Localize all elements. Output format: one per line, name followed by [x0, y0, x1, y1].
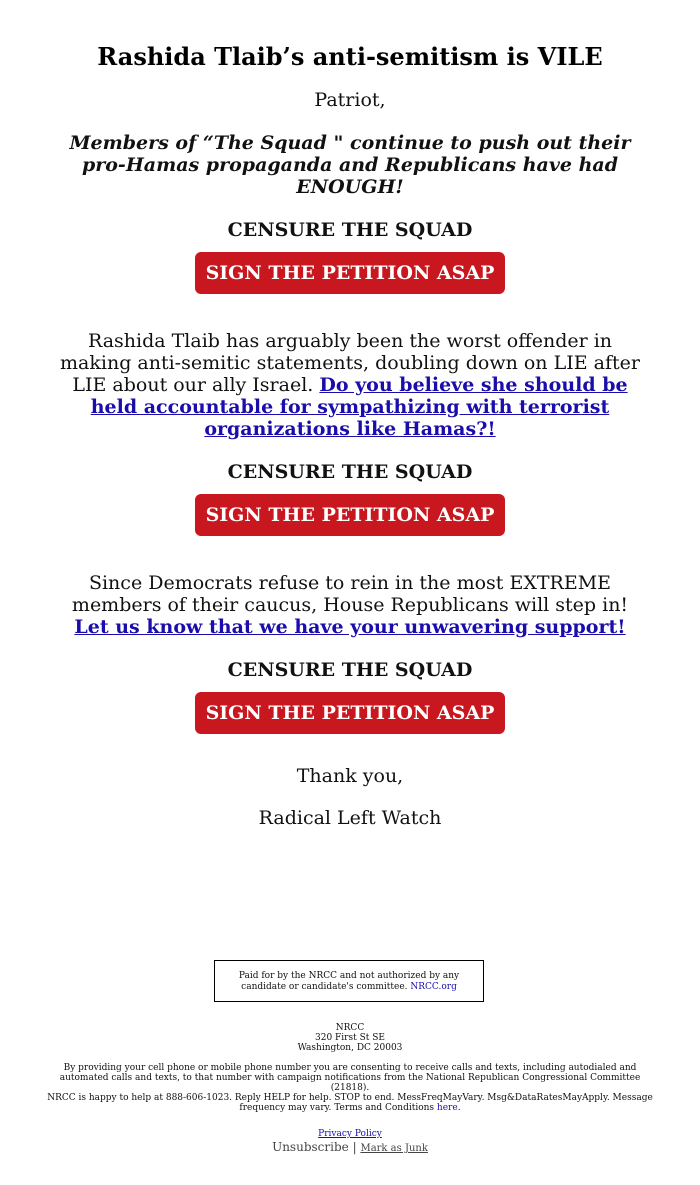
mailing-address: [0, 1023, 700, 1053]
footer-links: [0, 1128, 700, 1156]
greeting: Patriot,: [314, 89, 386, 111]
censure-heading: CENSURE THE SQUAD: [227, 659, 473, 681]
accountable-link[interactable]: Do you believe she should be held accountable for sympathizing with terrorist organizations like Hamas?!: [90, 374, 628, 440]
sign-petition-button[interactable]: SIGN THE PETITION ASAP: [195, 692, 506, 734]
paid-for-disclaimer: [214, 960, 484, 1002]
unsubscribe-link[interactable]: Unsubscribe: [272, 1140, 349, 1154]
censure-heading: CENSURE THE SQUAD: [227, 219, 473, 241]
email-body: [50, 42, 650, 830]
sign-petition-button[interactable]: SIGN THE PETITION ASAP: [195, 494, 506, 536]
terms-link[interactable]: here: [436, 1103, 458, 1113]
cta-wrap: [50, 494, 650, 536]
separator: |: [352, 1140, 357, 1154]
mark-as-junk-link[interactable]: Mark as Junk: [360, 1143, 428, 1154]
disclaimer-text: Paid for by the NRCC and not authorized by any candidate or candidate's committee.: [238, 971, 460, 992]
paragraph-1: [50, 330, 650, 440]
address-line: 320 First St SE: [315, 1033, 385, 1043]
paragraph-2-text: Since Democrats refuse to rein in the most EXTREME members of their caucus, House Republicans will step in!: [71, 572, 629, 616]
thanks-text: Thank you,: [296, 765, 404, 787]
sign-petition-button[interactable]: SIGN THE PETITION ASAP: [195, 252, 506, 294]
signoff-text: Radical Left Watch: [258, 807, 442, 829]
address-line: Washington, DC 20003: [297, 1043, 403, 1053]
help-text-end: .: [457, 1103, 461, 1113]
sms-help-text: [40, 1093, 660, 1113]
paragraph-1-text: Rashida Tlaib has arguably been the worst offender in making anti-semitic statements, doubling down on LIE after LIE about our ally Israel.: [60, 330, 640, 396]
help-text: NRCC is happy to help at 888-606-1023. Reply HELP for help. STOP to end. MessFreqMayVary. Msg&DataRatesMayApply. Message frequency may vary. Terms and Conditions: [47, 1093, 653, 1113]
privacy-policy-link[interactable]: Privacy Policy: [318, 1129, 382, 1139]
nrcc-link[interactable]: NRCC.org: [410, 982, 457, 992]
email-headline: Rashida Tlaib’s anti-semitism is VILE: [97, 42, 603, 71]
unsubscribe-row: [0, 1140, 700, 1156]
support-link[interactable]: Let us know that we have your unwavering support!: [74, 616, 626, 638]
sms-consent-text: By providing your cell phone or mobile phone number you are consenting to receive calls and texts, including autodialed and automated calls and texts, to that number with campaign notifications from the National Republican Congressional Committee (21818).: [59, 1063, 641, 1093]
cta-wrap: [50, 252, 650, 294]
cta-wrap: [50, 692, 650, 734]
censure-heading: CENSURE THE SQUAD: [227, 461, 473, 483]
intro-text: Members of “The Squad " continue to push out their pro-Hamas propaganda and Republicans have had ENOUGH!: [69, 132, 631, 198]
paragraph-2: [50, 572, 650, 638]
address-line: NRCC: [335, 1023, 365, 1033]
